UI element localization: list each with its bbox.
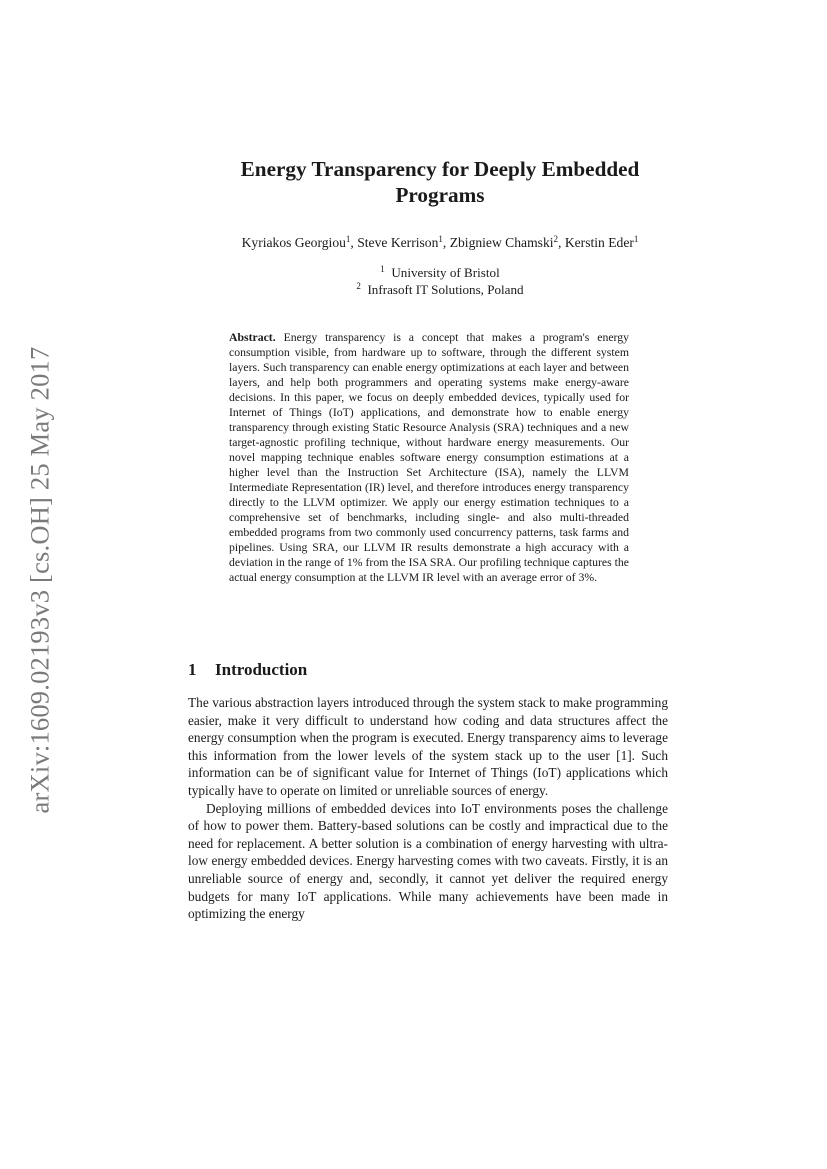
author-name: Kerstin Eder (564, 235, 634, 250)
author-name: Kyriakos Georgiou (241, 235, 346, 250)
author-affiliation-mark: 2 (553, 234, 559, 244)
section-number: 1 (188, 660, 197, 679)
author-affiliation-mark: 1 (633, 234, 639, 244)
author-name: Zbigniew Chamski (449, 235, 554, 250)
author-affiliation-mark: 1 (345, 234, 351, 244)
author-name: Steve Kerrison (357, 235, 439, 250)
affiliation-name: Infrasoft IT Solutions, Poland (367, 282, 524, 297)
affiliation-1 (220, 265, 660, 281)
author-separator: , (558, 235, 565, 250)
abstract-text: Energy transparency is a concept that makes a program's energy consumption visible, from hardware up to software, through the different system layers. Such transparency can enable energy optimizations at each layer and between layers, and help both programmers and operating systems make energy-aware decisions. In this paper, we focus on deeply embedded devices, typically used for Internet of Things (IoT) applications, and demonstrate how to enable energy transparency through existing Static Resource Analysis (SRA) techniques and a new target-agnostic profiling technique, without hardware energy measurements. Our novel mapping technique enables software energy consumption estimations at a higher level than the Instruction Set Architecture (ISA), namely the LLVM Intermediate Representation (IR) level, and therefore introduces energy transparency directly to the LLVM optimizer. We apply our energy estimation techniques to a comprehensive set of benchmarks, including single- and also multi-threaded embedded programs from two commonly used concurrency patterns, task farms and pipelines. Using SRA, our LLVM IR results demonstrate a high accuracy with a deviation in the range of 1% from the ISA SRA. Our profiling technique captures the actual energy consumption at the LLVM IR level with an average error of 3%. (229, 331, 629, 584)
author-affiliation-mark: 1 (438, 234, 443, 244)
paragraph: Deploying millions of embedded devices into IoT environments poses the challenge of how to power them. Battery-based solutions can be costly and impractical due to the need for replacement. A better solution is a combination of energy harvesting with ultra-low energy embedded devices. Energy harvesting comes with two caveats. Firstly, it is an unreliable source of energy and, secondly, it cannot yet deliver the required energy budgets for many IoT applications. While many achievements have been made in optimizing the energy (188, 800, 668, 922)
author-list (120, 235, 760, 251)
affiliation-mark: 2 (356, 281, 361, 291)
title-line-2: Programs (395, 183, 485, 207)
introduction-body (188, 694, 668, 923)
affiliation-2 (220, 282, 660, 298)
abstract (229, 330, 629, 585)
abstract-label: Abstract. (229, 331, 276, 344)
section-title: Introduction (215, 660, 308, 679)
affiliation-name: University of Bristol (391, 265, 500, 280)
author-separator: , (442, 235, 450, 250)
author-separator: , (350, 235, 358, 250)
affiliation-mark: 1 (380, 264, 385, 274)
section-heading (188, 660, 307, 680)
paper-title (150, 156, 730, 208)
paragraph: The various abstraction layers introduced through the system stack to make programming easier, make it very difficult to understand how coding and data structures affect the energy consumption when the program is executed. Energy transparency aims to leverage this information from the lower levels of the system stack up to the user [1]. Such information can be of significant value for Internet of Things (IoT) applications which typically have to operate on limited or unreliable sources of energy. (188, 695, 668, 798)
title-line-1: Energy Transparency for Deeply Embedded (240, 157, 640, 181)
arxiv-identifier: arXiv:1609.02193v3 [cs.OH] 25 May 2017 (24, 346, 55, 814)
